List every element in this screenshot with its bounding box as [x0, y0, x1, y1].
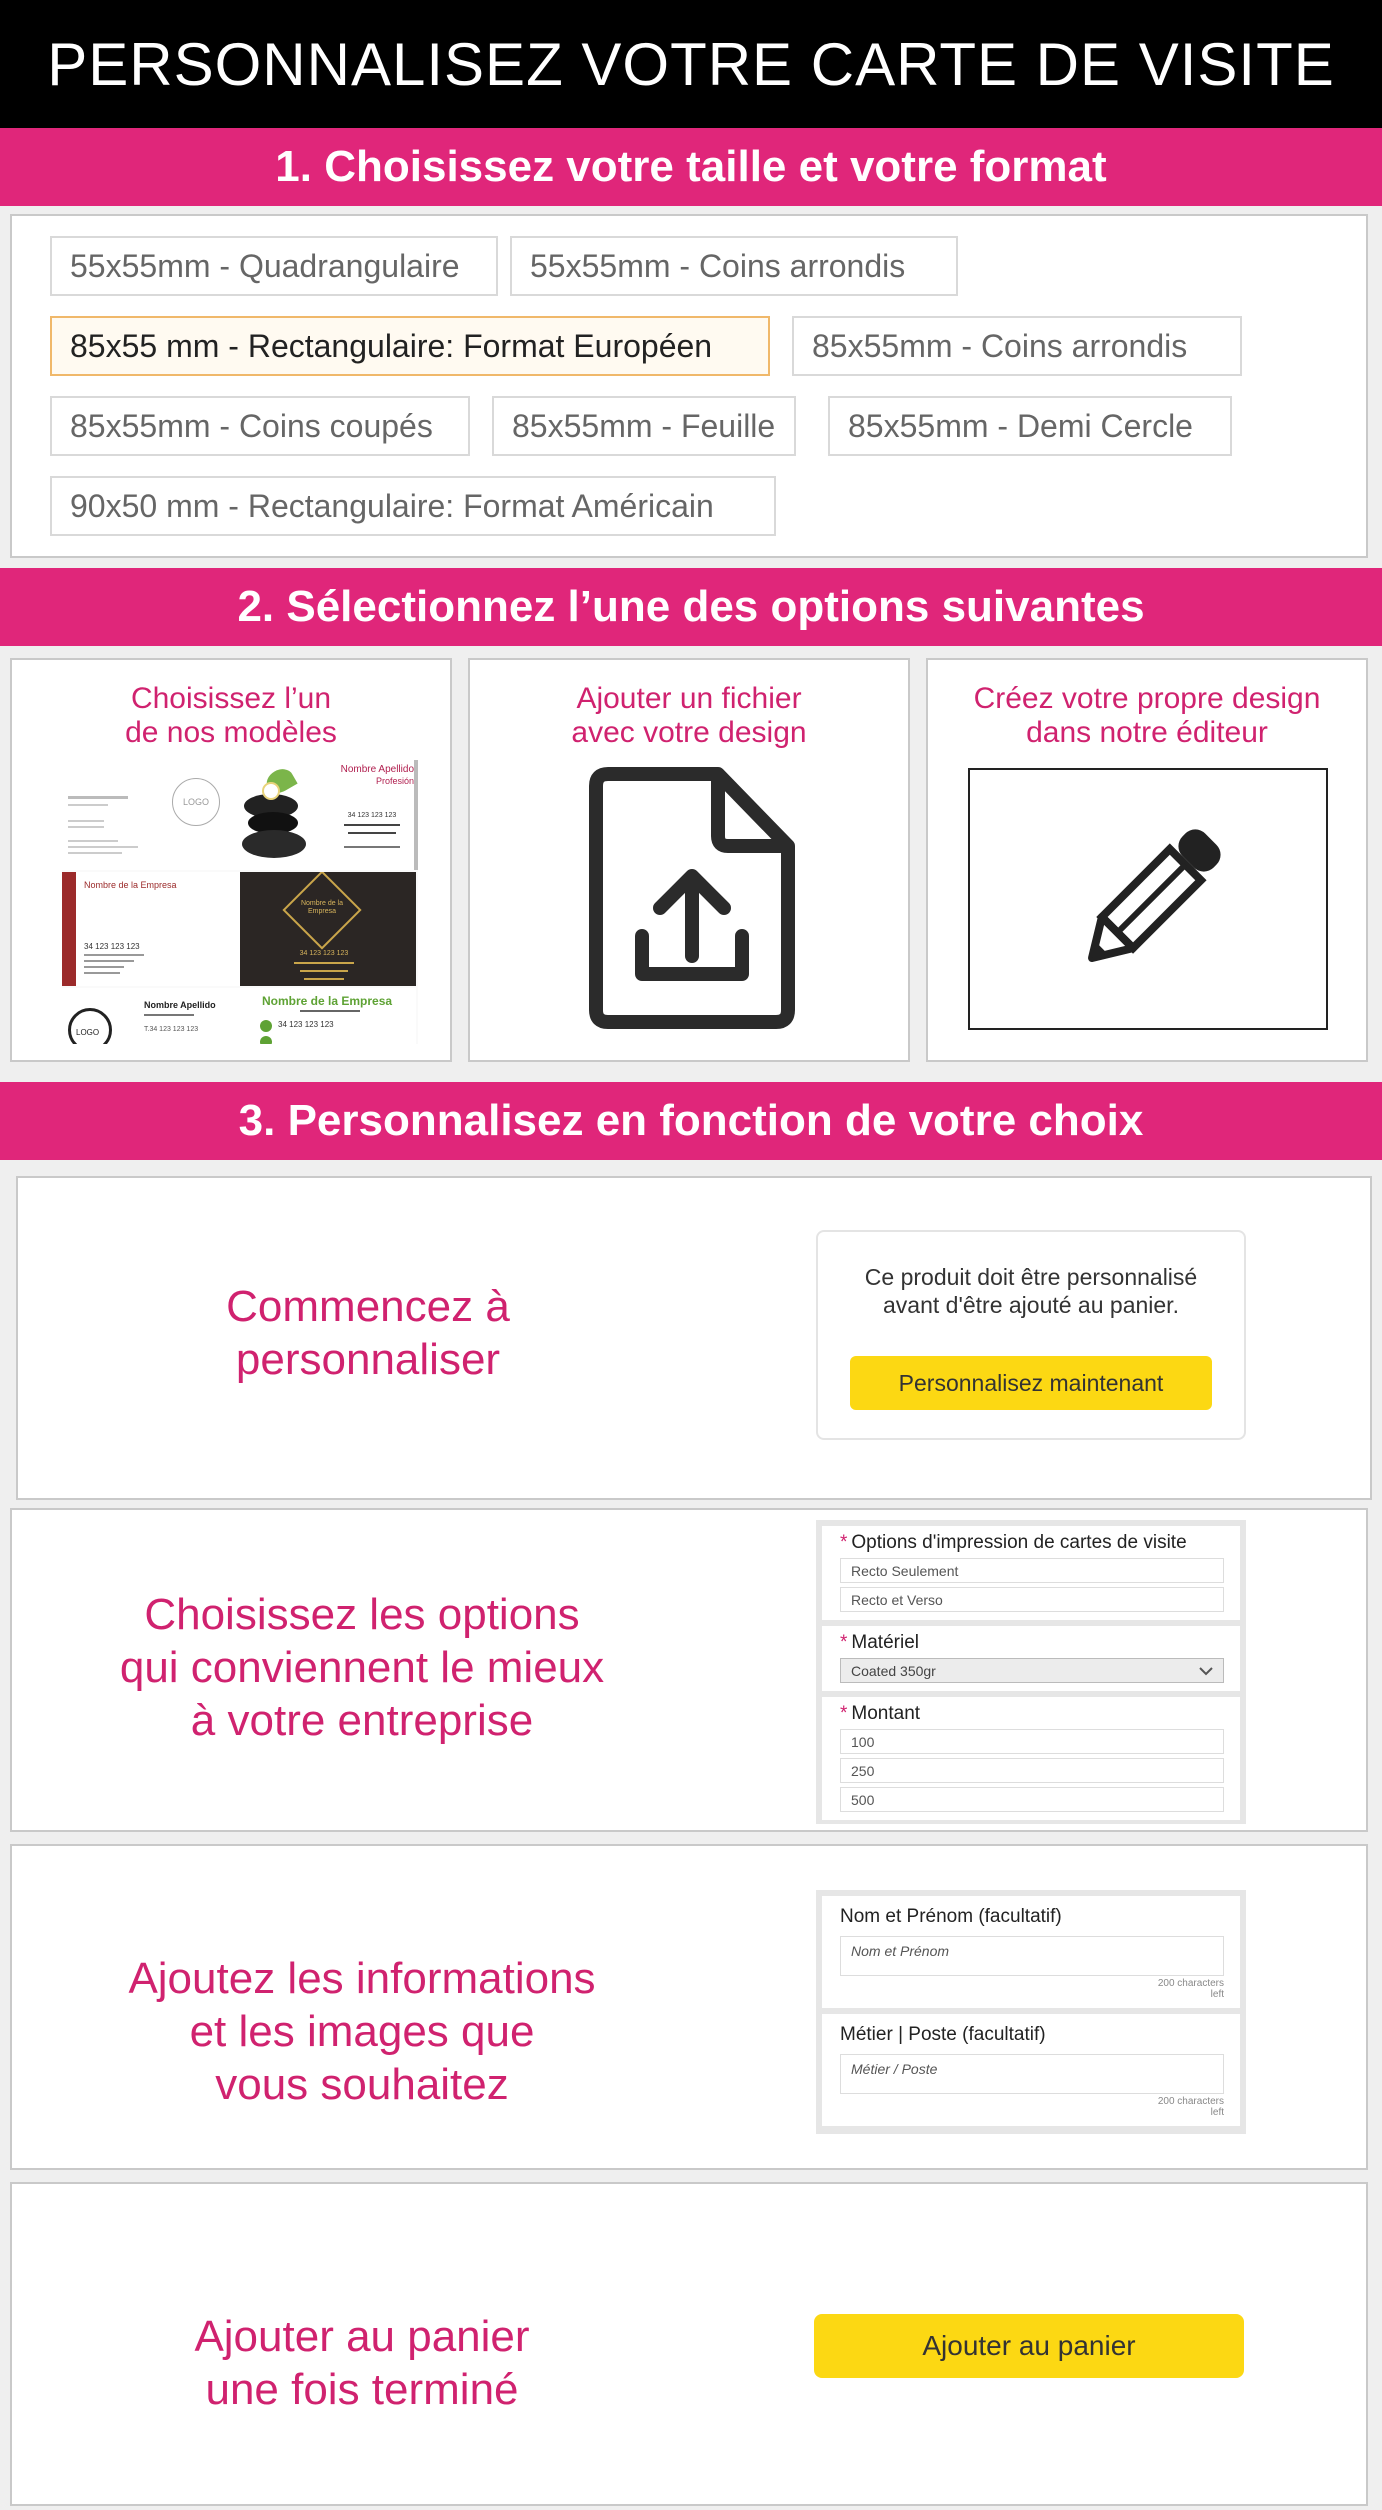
material-card [822, 1626, 1240, 1691]
job-field[interactable]: Métier / Poste [840, 2054, 1224, 2094]
size-option-85x55-european[interactable]: 85x55 mm - Rectangulaire: Format Européen [50, 316, 770, 376]
personalize-row [16, 1176, 1372, 1500]
amount-option-250[interactable]: 250 [840, 1758, 1224, 1783]
editor-card-title-line1: Créez votre propre design [973, 682, 1321, 715]
amount-option-100[interactable]: 100 [840, 1729, 1224, 1754]
editor-canvas [968, 768, 1328, 1030]
template-red-phone: 34 123 123 123 [84, 942, 140, 951]
template-thumb-arc [62, 988, 240, 1044]
template-thumb-green [240, 988, 416, 1044]
template-green-name: Nombre de la Empresa [262, 994, 393, 1008]
print-option-recto[interactable]: Recto Seulement [840, 1558, 1224, 1583]
template-thumb-logo [62, 760, 240, 870]
page-title: PERSONNALISEZ VOTRE CARTE DE VISITE [0, 0, 1382, 128]
chevron-down-icon [1199, 1663, 1213, 1679]
template-logo: LOGO [172, 778, 220, 826]
information-text-line2: et les images que [189, 2007, 535, 2056]
template-arc-phone: T.34 123 123 123 [144, 1026, 199, 1033]
options-text-line3: à votre entreprise [190, 1696, 534, 1745]
amount-option-500[interactable]: 500 [840, 1787, 1224, 1812]
notice-line1: Ce produit doit être personnalisé [864, 1264, 1198, 1290]
upload-card[interactable] [468, 658, 910, 1062]
size-option-85x55-leaf[interactable]: 85x55mm - Feuille [492, 396, 796, 456]
options-form [816, 1520, 1246, 1824]
size-option-85x55-rounded[interactable]: 85x55mm - Coins arrondis [792, 316, 1242, 376]
options-text-line1: Choisissez les options [144, 1590, 580, 1639]
options-row [10, 1508, 1368, 1832]
personalize-text-line1: Commencez à [226, 1282, 510, 1331]
upload-card-title-line1: Ajouter un fichier [576, 682, 802, 715]
template-gold-phone: 34 123 123 123 [299, 950, 349, 957]
size-options-panel [10, 214, 1368, 558]
information-row [10, 1844, 1368, 2170]
template-green-phone: 34 123 123 123 [278, 1020, 334, 1029]
upload-card-title-line2: avec votre design [571, 716, 807, 749]
template-spa-phone: 34 123 123 123 [347, 812, 397, 819]
print-options-label: * Options d'impression de cartes de visite [840, 1532, 1187, 1553]
add-to-cart-button[interactable]: Ajouter au panier [814, 2314, 1244, 2378]
personalize-notice-box [816, 1230, 1246, 1440]
amount-label: * Montant [840, 1703, 921, 1724]
template-gold-name: Nombre de la Empresa [300, 900, 344, 915]
templates-card[interactable] [10, 658, 452, 1062]
cart-text-line2: une fois terminé [205, 2365, 519, 2414]
step1-heading: 1. Choisissez votre taille et votre format [0, 128, 1382, 206]
pencil-icon [1070, 820, 1230, 980]
material-select[interactable] [840, 1658, 1224, 1683]
template-thumb-red [62, 872, 240, 986]
job-field-label: Métier | Poste (facultatif) [840, 2024, 1046, 2045]
size-option-85x55-cut-corners[interactable]: 85x55mm - Coins coupés [50, 396, 470, 456]
job-field-card [822, 2014, 1240, 2126]
name-field[interactable]: Nom et Prénom [840, 1936, 1224, 1976]
cart-text-line1: Ajouter au panier [194, 2312, 530, 2361]
information-form [816, 1890, 1246, 2134]
template-spa-role: Profesión [375, 776, 414, 786]
step2-heading: 2. Sélectionnez l’une des options suivantes [0, 568, 1382, 646]
step3-heading: 3. Personnalisez en fonction de votre choix [0, 1082, 1382, 1160]
material-value: Coated 350gr [851, 1662, 936, 1679]
editor-card-title-line2: dans notre éditeur [1026, 716, 1268, 749]
information-text-line3: vous souhaitez [215, 2060, 509, 2109]
size-option-55x55-square[interactable]: 55x55mm - Quadrangulaire [50, 236, 498, 296]
notice-line2: avant d'être ajouté au panier. [883, 1292, 1179, 1318]
template-arc-logo: LOGO [76, 1028, 100, 1037]
editor-card[interactable] [926, 658, 1368, 1062]
print-option-recto-verso[interactable]: Recto et Verso [840, 1587, 1224, 1612]
template-collage [62, 760, 418, 1044]
template-thumb-gold [240, 872, 416, 986]
template-red-company: Nombre de la Empresa [84, 880, 177, 890]
print-options-card [822, 1526, 1240, 1620]
name-field-card [822, 1896, 1240, 2008]
amount-card [822, 1697, 1240, 1820]
name-field-label: Nom et Prénom (facultatif) [840, 1906, 1062, 1927]
material-label: * Matériel [840, 1632, 919, 1653]
size-option-90x50-american[interactable]: 90x50 mm - Rectangulaire: Format Américain [50, 476, 776, 536]
personalize-text-line2: personnaliser [235, 1335, 501, 1384]
template-spa-name: Nombre Apellido [340, 764, 414, 775]
file-upload-icon [588, 766, 796, 1030]
name-char-count: 200 characters left [1157, 1978, 1224, 2000]
options-text-line2: qui conviennent le mieux [119, 1643, 605, 1692]
size-option-85x55-half-circle[interactable]: 85x55mm - Demi Cercle [828, 396, 1232, 456]
size-option-55x55-rounded[interactable]: 55x55mm - Coins arrondis [510, 236, 958, 296]
information-text-line1: Ajoutez les informations [128, 1954, 596, 2003]
templates-card-title-line2: de nos modèles [125, 716, 337, 749]
templates-card-title-line1: Choisissez l’un [130, 682, 332, 715]
add-to-cart-row [10, 2182, 1368, 2506]
template-thumb-spa [240, 760, 418, 870]
personalize-now-button[interactable]: Personnalisez maintenant [850, 1356, 1212, 1410]
template-arc-name: Nombre Apellido [144, 1000, 216, 1010]
job-char-count: 200 characters left [1157, 2096, 1224, 2118]
